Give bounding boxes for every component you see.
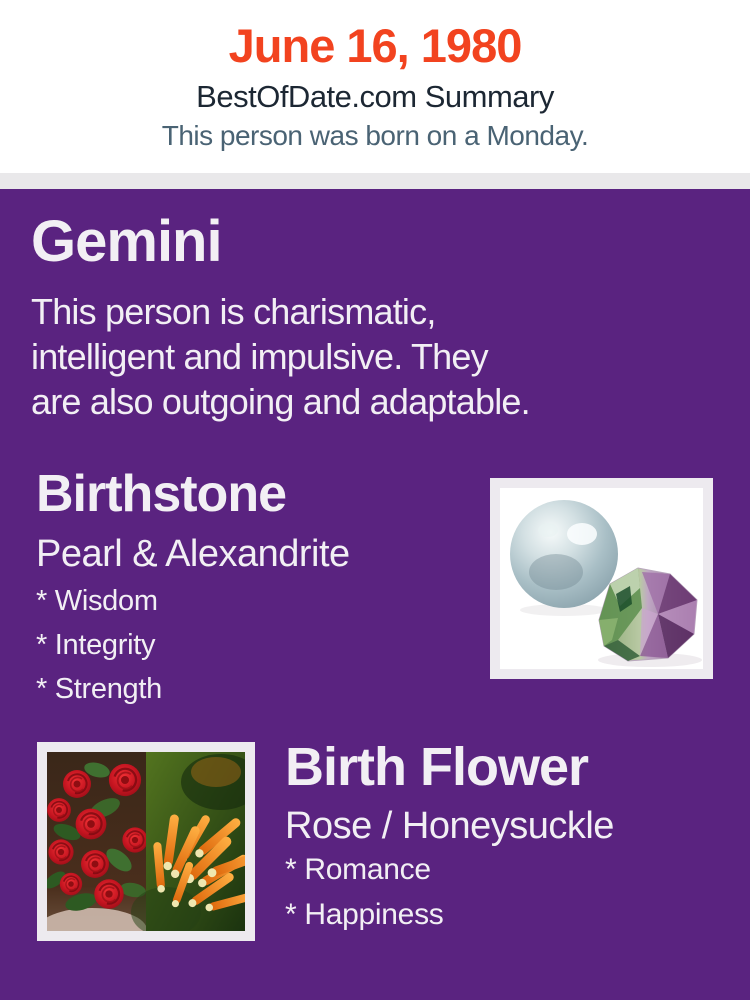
- zodiac-description-line: intelligent and impulsive. They: [31, 336, 488, 377]
- rose-honeysuckle-graphic: [47, 752, 245, 931]
- birthstone-traits: [36, 579, 162, 711]
- birthstone-heading: Birthstone: [36, 465, 286, 523]
- birthstone-trait: * Integrity: [36, 629, 156, 661]
- weekday-note: This person was born on a Monday.: [161, 120, 589, 151]
- zodiac-description-line: This person is charismatic,: [31, 291, 436, 332]
- birthstone-names: Pearl & Alexandrite: [36, 533, 350, 575]
- pearl-alexandrite-graphic: [500, 488, 703, 669]
- birth-flower-trait: * Romance: [285, 853, 431, 886]
- birthstone-photo: [500, 488, 703, 669]
- zodiac-sign-heading: Gemini: [31, 209, 222, 274]
- date-title: June 16, 1980: [228, 19, 522, 72]
- birth-flower-heading: Birth Flower: [285, 737, 589, 797]
- birth-flower-names: Rose / Honeysuckle: [285, 805, 614, 847]
- birth-flower-trait: * Happiness: [285, 898, 444, 931]
- divider-strip: [0, 173, 750, 189]
- birthstone-trait: * Wisdom: [36, 585, 158, 617]
- birth-flower-image: [37, 742, 255, 941]
- summary-card: [0, 189, 750, 1000]
- header: [0, 0, 750, 153]
- zodiac-description-line: are also outgoing and adaptable.: [31, 381, 530, 422]
- zodiac-description: [31, 289, 530, 424]
- birth-flower-photo: [47, 752, 245, 931]
- summary-title: BestOfDate.com Summary: [196, 79, 554, 114]
- birth-flower-traits: [285, 847, 443, 937]
- birthstone-trait: * Strength: [36, 673, 162, 705]
- birthstone-image: [490, 478, 713, 679]
